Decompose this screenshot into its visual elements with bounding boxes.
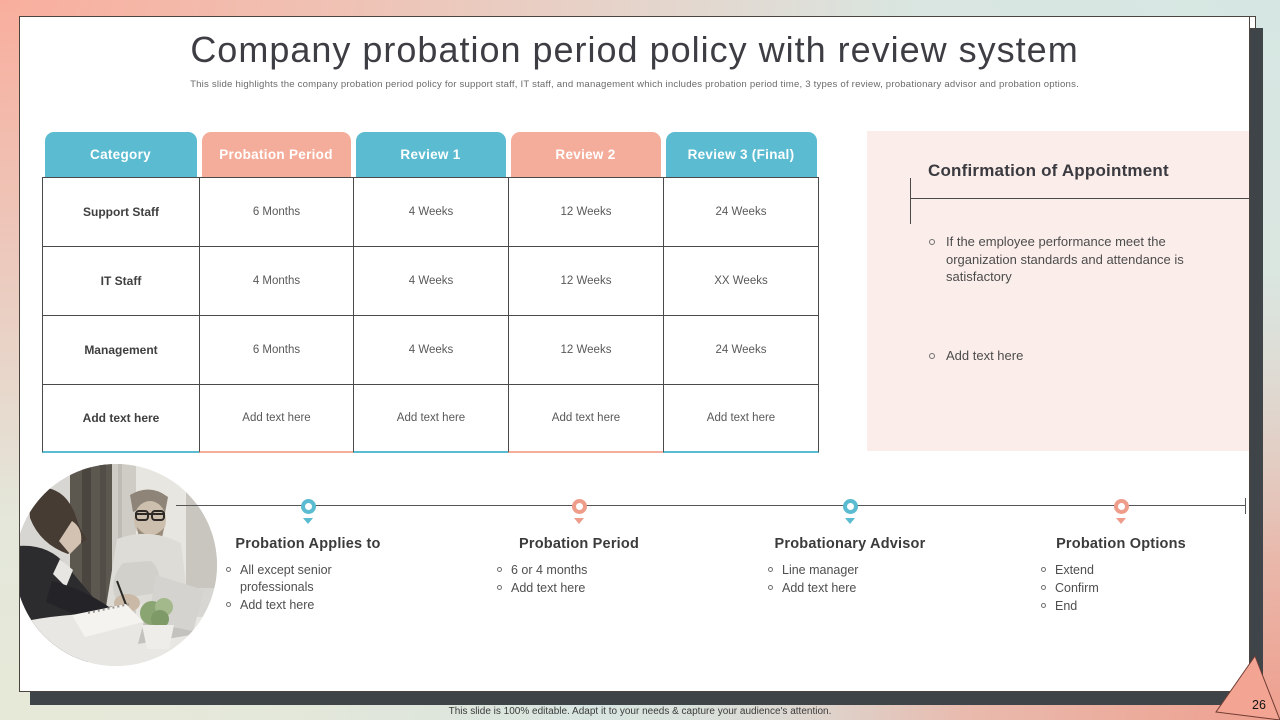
table-cell: 4 Months [199, 246, 353, 315]
confirmation-title: Confirmation of Appointment [928, 161, 1169, 180]
timeline-marker-icon [843, 499, 858, 514]
list-item [768, 562, 938, 579]
list-item-text: Add text here [782, 581, 857, 595]
table-cell: Add text here [663, 384, 819, 453]
table-header-review-3: Review 3 (Final) [666, 132, 817, 177]
table-cell: Add text here [353, 384, 508, 453]
list-item-text: Add text here [240, 598, 315, 612]
list-item [929, 233, 1221, 286]
list-item-text: Confirm [1055, 581, 1099, 595]
list-item-text: Add text here [946, 347, 1024, 363]
table-row-label: Add text here [42, 384, 199, 453]
panel-divider-endtick [1249, 191, 1250, 206]
list-item-text: All except senior professionals [240, 563, 332, 594]
page-title: Company probation period policy with review system [190, 29, 1079, 70]
table-header-review-1: Review 1 [356, 132, 506, 177]
circle-bullet-icon [1041, 585, 1046, 590]
table-cell: 4 Weeks [353, 177, 508, 246]
circle-bullet-icon [929, 353, 935, 359]
table-cell: 24 Weeks [663, 177, 819, 246]
table-cell: Add text here [199, 384, 353, 453]
meeting-photo [19, 463, 218, 667]
table-cell: 4 Weeks [353, 315, 508, 384]
probation-table [42, 132, 819, 453]
list-item [1041, 580, 1181, 597]
table-row-label: Support Staff [42, 177, 199, 246]
table-header-row [42, 132, 819, 177]
list-item [497, 580, 667, 597]
timeline-marker-icon [572, 499, 587, 514]
circle-bullet-icon [497, 585, 502, 590]
circle-bullet-icon [929, 239, 935, 245]
list-item [497, 562, 667, 579]
page-subtitle: This slide highlights the company probation period policy for support staff, IT staff, and management which includes probation period time, 3 types of review, probationary advisor and probation options. [190, 79, 1079, 90]
table-header-cell [199, 132, 353, 177]
list-item-text: Add text here [511, 581, 586, 595]
timeline-bullet-list [768, 562, 938, 597]
table-cell: XX Weeks [663, 246, 819, 315]
table-cell: 12 Weeks [508, 177, 663, 246]
arrow-down-icon [1116, 518, 1126, 524]
page-number: 26 [1252, 698, 1266, 712]
panel-divider-horizontal [910, 198, 1250, 199]
circle-bullet-icon [1041, 567, 1046, 572]
table-header-category: Category [45, 132, 197, 177]
circle-bullet-icon [226, 567, 231, 572]
timeline-marker-icon [301, 499, 316, 514]
list-item [768, 580, 938, 597]
list-item-text: Extend [1055, 563, 1094, 577]
table-body [42, 177, 819, 453]
table-cell: 4 Weeks [353, 246, 508, 315]
circle-bullet-icon [768, 585, 773, 590]
list-item [1041, 598, 1181, 615]
timeline-bullet-list [497, 562, 667, 597]
timeline-end-tick [1245, 498, 1246, 514]
table-cell: 6 Months [199, 315, 353, 384]
slide-corner-step [1249, 16, 1256, 29]
confirmation-bullet-list [929, 233, 1221, 364]
list-item-text: 6 or 4 months [511, 563, 588, 577]
arrow-down-icon [845, 518, 855, 524]
slide-shadow-right [1250, 28, 1263, 708]
list-item-text: If the employee performance meet the organization standards and attendance is satisfactory [946, 234, 1184, 284]
circle-bullet-icon [768, 567, 773, 572]
circle-bullet-icon [226, 602, 231, 607]
timeline-heading: Probation Options [1056, 536, 1186, 552]
table-row-label: Management [42, 315, 199, 384]
confirmation-panel [867, 131, 1250, 451]
table-header-probation-period: Probation Period [202, 132, 351, 177]
table-header-cell [42, 132, 199, 177]
table-cell: 12 Weeks [508, 315, 663, 384]
table-header-cell [353, 132, 508, 177]
table-header-cell [508, 132, 663, 177]
arrow-down-icon [303, 518, 313, 524]
timeline-bullet-list [1041, 562, 1181, 615]
list-item-text: End [1055, 599, 1078, 613]
list-item [929, 347, 1221, 365]
list-item [226, 597, 358, 614]
table-cell: 24 Weeks [663, 315, 819, 384]
footer-note: This slide is 100% editable. Adapt it to your needs & capture your audience's attention. [448, 706, 832, 717]
slide-shadow-bottom [30, 692, 1255, 705]
list-item [1041, 562, 1181, 579]
timeline-heading: Probation Period [518, 536, 639, 552]
timeline-heading: Probationary Advisor [774, 536, 926, 552]
panel-divider-vertical [910, 178, 911, 224]
table-cell: 6 Months [199, 177, 353, 246]
table-header-review-2: Review 2 [511, 132, 661, 177]
arrow-down-icon [574, 518, 584, 524]
timeline-bullet-list [226, 562, 358, 614]
timeline-marker-icon [1114, 499, 1129, 514]
circle-bullet-icon [1041, 603, 1046, 608]
table-cell: 12 Weeks [508, 246, 663, 315]
circle-bullet-icon [497, 567, 502, 572]
list-item-text: Line manager [782, 563, 859, 577]
list-item [226, 562, 358, 596]
table-row-label: IT Staff [42, 246, 199, 315]
timeline-heading: Probation Applies to [235, 536, 381, 552]
table-cell: Add text here [508, 384, 663, 453]
timeline-line [176, 505, 1246, 506]
table-header-cell [663, 132, 819, 177]
slide [19, 16, 1250, 692]
